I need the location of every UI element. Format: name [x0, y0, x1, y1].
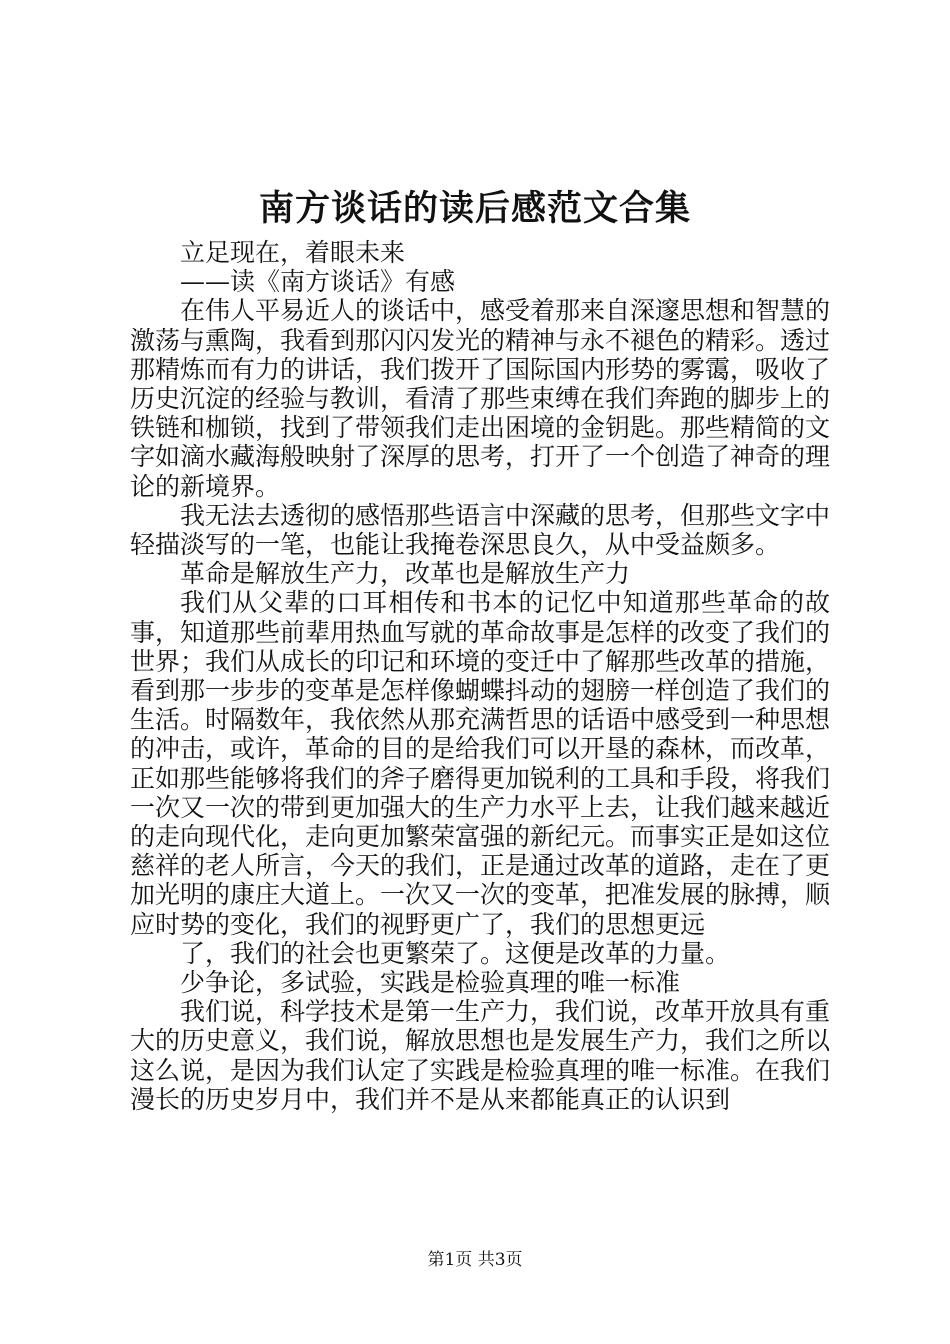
body-paragraph: 在伟人平易近人的谈话中，感受着那来自深邃思想和智慧的激荡与熏陶，我看到那闪闪发光的精神与永不褪色的精彩。透过那精炼而有力的讲话，我们拨开了国际国内形势的雾霭，吸收了历史沉淀的经验与教训，看清了那些束缚在我们奔跑的脚步上的铁链和枷锁，找到了带领我们走出困境的金钥匙。那些精简的文字如滴水藏海般映射了深厚的思考，打开了一个创造了神奇的理论的新境界。 [130, 296, 831, 501]
section-heading: 少争论，多试验，实践是检验真理的唯一标准 [180, 968, 681, 998]
body-paragraph: 了，我们的社会也更繁荣了。这便是改革的力量。 [180, 938, 731, 968]
body-paragraph: 我们说，科学技术是第一生产力，我们说，改革开放具有重大的历史意义，我们说，解放思想也是发展生产力，我们之所以这么说，是因为我们认定了实践是检验真理的唯一标准。在我们漫长的历史岁月中，我们并不是从来都能真正的认识到 [130, 997, 831, 1114]
subtitle-line: 立足现在，着眼未来 [180, 238, 406, 267]
body-paragraph: 我们从父辈的口耳相传和书本的记忆中知道那些革命的故事，知道那些前辈用热血写就的革命故事是怎样的改变了我们的世界；我们从成长的印记和环境的变迁中了解那些改革的措施，看到那一步步的变革是怎样像蝴蝶抖动的翅膀一样创造了我们的生活。时隔数年，我依然从那充满哲思的话语中感受到一种思想的冲击，或许，革命的目的是给我们可以开垦的森林，而改革，正如那些能够将我们的斧子磨得更加锐利的工具和手段，将我们一次又一次的带到更加强大的生产力水平上去，让我们越来越近的走向现代化，走向更加繁荣富强的新纪元。而事实正是如这位慈祥的老人所言，今天的我们，正是通过改革的道路，走在了更加光明的康庄大道上。一次又一次的变革，把准发展的脉搏，顺应时势的变化，我们的视野更广了，我们的思想更远 [130, 588, 831, 939]
subtitle-attribution: ——读《南方谈话》有感 [180, 267, 456, 297]
document-body [130, 238, 830, 1114]
section-heading: 革命是解放生产力，改革也是解放生产力 [180, 559, 631, 589]
document-title: 南方谈话的读后感范文合集 [258, 188, 691, 229]
body-paragraph: 我无法去透彻的感悟那些语言中深藏的思考，但那些文字中轻描淡写的一笔，也能让我掩卷深思良久，从中受益颇多。 [130, 500, 831, 560]
page-number: 第1页 共3页 [427, 1250, 523, 1270]
